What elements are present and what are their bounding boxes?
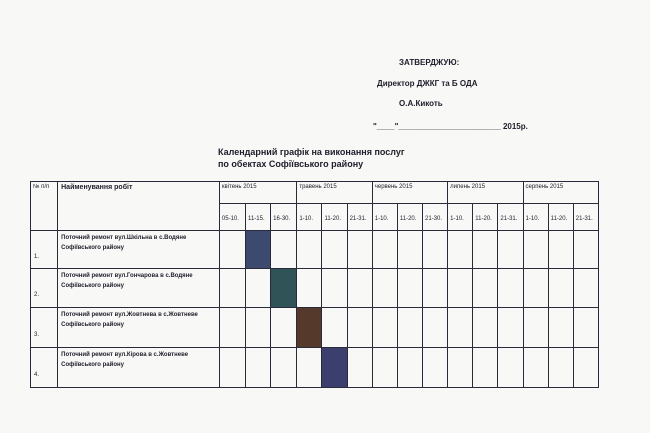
table-row <box>31 269 599 308</box>
decade-header: 11-20. <box>548 204 573 231</box>
month-header-row <box>31 182 599 204</box>
schedule-cell-filled <box>246 231 271 269</box>
decade-header: 1-10. <box>297 204 322 231</box>
schedule-cell <box>297 348 322 388</box>
schedule-cell <box>573 308 598 348</box>
schedule-cell <box>246 348 271 388</box>
schedule-cell <box>448 348 473 388</box>
decade-header: 1-10. <box>372 204 397 231</box>
document-title: Календарний графік на виконання послуг <box>218 147 405 157</box>
schedule-cell <box>397 348 422 388</box>
schedule-cell <box>523 348 548 388</box>
month-header: квітень 2015 <box>219 182 296 204</box>
column-header-work: Найменування робіт <box>58 182 220 231</box>
schedule-cell-filled <box>271 269 297 308</box>
schedule-cell <box>422 269 447 308</box>
decade-header: 11-20. <box>473 204 498 231</box>
schedule-cell <box>322 231 347 269</box>
work-description: Поточний ремонт вул.Шкільна в с.Водяне Софіївського району <box>58 231 220 269</box>
decade-header: 05-10. <box>219 204 245 231</box>
schedule-cell <box>422 231 447 269</box>
schedule-cell <box>397 231 422 269</box>
schedule-cell <box>271 348 297 388</box>
schedule-cell <box>523 269 548 308</box>
schedule-cell <box>498 348 523 388</box>
schedule-cell <box>498 269 523 308</box>
schedule-cell-filled <box>322 348 347 388</box>
table-row <box>31 231 599 269</box>
schedule-cell <box>372 348 397 388</box>
schedule-cell <box>548 269 573 308</box>
work-description: Поточний ремонт вул.Гончарова в с.Водяне Софіївського району <box>58 269 220 308</box>
schedule-cell <box>448 231 473 269</box>
schedule-cell <box>422 348 447 388</box>
approval-name: О.А.Кикоть <box>399 99 443 108</box>
table-row <box>31 308 599 348</box>
schedule-cell <box>219 231 245 269</box>
decade-header: 21-31. <box>498 204 523 231</box>
decade-header: 1-10. <box>523 204 548 231</box>
schedule-cell <box>347 348 372 388</box>
month-header: травень 2015 <box>297 182 372 204</box>
document-subtitle: по обектах Софіївського району <box>218 159 364 169</box>
schedule-cell <box>219 308 245 348</box>
schedule-cell <box>573 269 598 308</box>
month-header: червень 2015 <box>372 182 447 204</box>
schedule-table <box>30 181 599 388</box>
schedule-cell <box>322 308 347 348</box>
decade-header: 11-20. <box>397 204 422 231</box>
schedule-cell <box>498 231 523 269</box>
schedule-cell-filled <box>297 308 322 348</box>
schedule-cell <box>422 308 447 348</box>
row-number: 4. <box>31 348 58 388</box>
schedule-cell <box>548 348 573 388</box>
schedule-cell <box>246 269 271 308</box>
schedule-cell <box>219 269 245 308</box>
decade-header: 21-30. <box>422 204 447 231</box>
schedule-cell <box>523 308 548 348</box>
schedule-cell <box>573 231 598 269</box>
schedule-cell <box>322 269 347 308</box>
work-description: Поточний ремонт вул.Жовтнева в с.Жовтневе Софіївського району <box>58 308 220 348</box>
schedule-cell <box>347 231 372 269</box>
row-number: 2. <box>31 269 58 308</box>
schedule-cell <box>219 348 245 388</box>
schedule-cell <box>246 308 271 348</box>
schedule-cell <box>548 308 573 348</box>
decade-header: 11-15. <box>246 204 271 231</box>
schedule-cell <box>473 308 498 348</box>
schedule-cell <box>347 269 372 308</box>
schedule-cell <box>297 269 322 308</box>
schedule-cell <box>271 308 297 348</box>
schedule-cell <box>297 231 322 269</box>
schedule-cell <box>473 269 498 308</box>
schedule-cell <box>397 269 422 308</box>
row-number: 3. <box>31 308 58 348</box>
table-row <box>31 348 599 388</box>
schedule-cell <box>347 308 372 348</box>
schedule-cell <box>523 231 548 269</box>
schedule-cell <box>372 269 397 308</box>
row-number: 1. <box>31 231 58 269</box>
approval-position: Директор ДЖКГ та Б ОДА <box>377 79 478 88</box>
schedule-cell <box>473 231 498 269</box>
schedule-cell <box>448 308 473 348</box>
schedule-cell <box>372 308 397 348</box>
schedule-cell <box>573 348 598 388</box>
approval-date-line: "____"_______________________ 2015р. <box>373 122 528 131</box>
schedule-cell <box>271 231 297 269</box>
month-header: липень 2015 <box>448 182 523 204</box>
decade-header: 21-31. <box>347 204 372 231</box>
schedule-cell <box>372 231 397 269</box>
approval-heading: ЗАТВЕРДЖУЮ: <box>399 58 460 67</box>
work-description: Поточний ремонт вул.Кірова в с.Жовтневе Софіївського району <box>58 348 220 388</box>
schedule-cell <box>448 269 473 308</box>
decade-header: 1-10. <box>448 204 473 231</box>
decade-header: 21-31. <box>573 204 598 231</box>
month-header: серпень 2015 <box>523 182 598 204</box>
schedule-cell <box>473 348 498 388</box>
column-header-number: № п/п <box>31 182 58 231</box>
schedule-cell <box>498 308 523 348</box>
schedule-cell <box>548 231 573 269</box>
decade-header: 11-20. <box>322 204 347 231</box>
schedule-cell <box>397 308 422 348</box>
decade-header: 16-30. <box>271 204 297 231</box>
